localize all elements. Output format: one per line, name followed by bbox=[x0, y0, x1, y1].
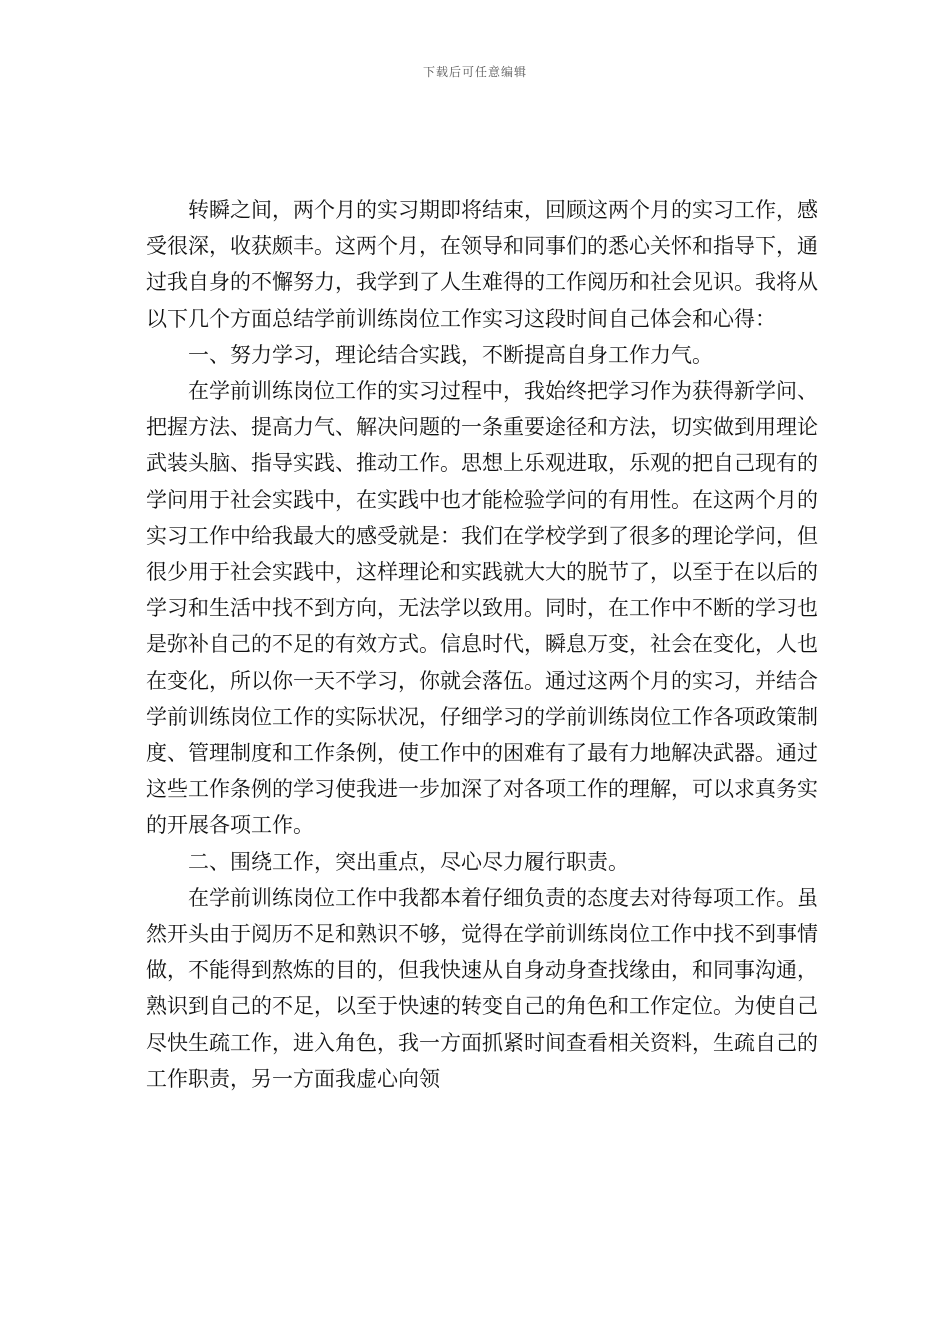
section-heading-2: 二、围绕工作，突出重点，尽心尽力履行职责。 bbox=[188, 849, 629, 874]
paragraph-section-2: 在学前训练岗位工作中我都本着仔细负责的态度去对待每项工作。虽然开头由于阅历不足和熟识不够，觉得在学前训练岗位工作中找不到事情做，不能得到熬炼的目的，但我快速从自身动身查找缘由，和同事沟通，熟识到自己的不足，以至于快速的转变自己的角色和工作定位。为使自己尽快生疏工作，进入角色，我一方面抓紧时间查看相关资料，生疏自己的工作职责，另一方面我虚心向领 bbox=[146, 885, 818, 1091]
page-header-note: 下载后可任意编辑 bbox=[422, 65, 527, 79]
document-body bbox=[146, 192, 818, 1097]
paragraph-intro: 转瞬之间，两个月的实习期即将结束，回顾这两个月的实习工作，感受很深，收获颇丰。这两个月，在领导和同事们的悉心关怀和指导下，通过我自身的不懈努力，我学到了人生难得的工作阅历和社会见识。我将从以下几个方面总结学前训练岗位工作实习这段时间自己体会和心得： bbox=[146, 198, 818, 331]
paragraph-section-1: 在学前训练岗位工作的实习过程中，我始终把学习作为获得新学问、把握方法、提高力气、解决问题的一条重要途径和方法，切实做到用理论武装头脑、指导实践、推动工作。思想上乐观进取，乐观的把自己现有的学问用于社会实践中，在实践中也才能检验学问的有用性。在这两个月的实习工作中给我最大的感受就是：我们在学校学到了很多的理论学问，但很少用于社会实践中，这样理论和实践就大大的脱节了，以至于在以后的学习和生活中找不到方向，无法学以致用。同时，在工作中不断的学习也是弥补自己的不足的有效方式。信息时代，瞬息万变，社会在变化，人也在变化，所以你一天不学习，你就会落伍。通过这两个月的实习，并结合学前训练岗位工作的实际状况，仔细学习的学前训练岗位工作各项政策制度、管理制度和工作条例，使工作中的困难有了最有力地解决武器。通过这些工作条例的学习使我进一步加深了对各项工作的理解，可以求真务实的开展各项工作。 bbox=[146, 379, 818, 838]
section-heading-1: 一、努力学习，理论结合实践，不断提高自身工作力气。 bbox=[188, 342, 713, 367]
